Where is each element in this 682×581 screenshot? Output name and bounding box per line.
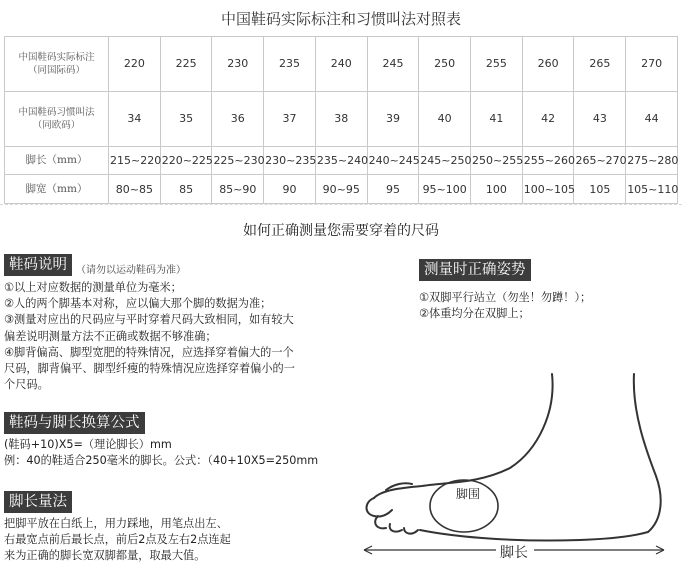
size-cell: 255 bbox=[471, 37, 523, 92]
row-header bbox=[5, 37, 109, 92]
row-header-line: （同欧码） bbox=[32, 119, 81, 131]
size-cell: 255~260 bbox=[522, 146, 574, 175]
toe-big bbox=[367, 498, 393, 517]
size-cell: 41 bbox=[471, 91, 523, 146]
size-cell: 95~100 bbox=[419, 175, 471, 204]
size-row bbox=[5, 175, 678, 204]
size-cell: 270 bbox=[626, 37, 678, 92]
toe-fourth bbox=[404, 528, 418, 534]
size-cell: 85 bbox=[160, 175, 212, 204]
foot-length-method-text bbox=[4, 516, 231, 565]
row-header-line: 中国鞋码习惯叫法 bbox=[18, 106, 95, 118]
measure-subtitle: 如何正确测量您需要穿着的尺码 bbox=[243, 223, 439, 239]
formula-text bbox=[4, 437, 318, 469]
posture-tag: 测量时正确姿势 bbox=[419, 259, 531, 281]
size-cell: 100~105 bbox=[522, 175, 574, 204]
size-cell: 235~240 bbox=[315, 146, 367, 175]
section-divider bbox=[0, 204, 682, 205]
size-cell: 105 bbox=[574, 175, 626, 204]
girth-label: 脚围 bbox=[456, 487, 481, 501]
text-line: ④脚背偏高、脚型宽肥的特殊情况，应选择穿着偏大的一个 bbox=[4, 345, 294, 359]
size-cell: 230~235 bbox=[264, 146, 316, 175]
text-line: 尺码，脚背偏平、脚型纤瘦的特殊情况应选择穿着偏小的一 bbox=[4, 362, 295, 376]
size-cell: 265~270 bbox=[574, 146, 626, 175]
row-header-line: 中国鞋码实际标注 bbox=[18, 51, 95, 63]
size-row bbox=[5, 146, 678, 175]
size-cell: 80~85 bbox=[109, 175, 161, 204]
size-chart-table bbox=[4, 36, 678, 204]
text-line: ③测量对应出的尺码应与平时穿着尺码大致相同，如有较大 bbox=[4, 313, 294, 327]
size-cell: 225 bbox=[160, 37, 212, 92]
size-cell: 37 bbox=[264, 91, 316, 146]
foot-length-method-tag: 脚长量法 bbox=[4, 491, 72, 513]
size-cell: 250~255 bbox=[471, 146, 523, 175]
shoe-size-note-tag: 鞋码说明 bbox=[4, 254, 72, 276]
size-cell: 275~280 bbox=[626, 146, 678, 175]
shoe-size-note-text bbox=[4, 280, 295, 393]
length-label: 脚长 bbox=[500, 545, 528, 561]
shoe-size-note-hint: （请勿以运动鞋码为准） bbox=[76, 265, 186, 276]
size-cell: 34 bbox=[109, 91, 161, 146]
text-line: 个尺码。 bbox=[4, 378, 49, 392]
formula-tag: 鞋码与脚长换算公式 bbox=[4, 412, 145, 434]
size-cell: 215~220 bbox=[109, 146, 161, 175]
text-line: 右最宽点前后最长点，前后2点及左右2点连起 bbox=[4, 533, 231, 547]
posture-text bbox=[419, 290, 591, 322]
toe-third bbox=[390, 524, 402, 532]
size-cell: 220 bbox=[109, 37, 161, 92]
size-cell: 225~230 bbox=[212, 146, 264, 175]
size-row bbox=[5, 37, 678, 92]
foot-outline-back bbox=[634, 374, 661, 532]
size-cell: 240~245 bbox=[367, 146, 419, 175]
text-line: 把脚平放在白纸上，用力踩地，用笔点出左、 bbox=[4, 517, 228, 530]
text-line: 偏差说明测量方法不正确或数据不够准确； bbox=[4, 329, 217, 343]
size-cell: 36 bbox=[212, 91, 264, 146]
size-cell: 35 bbox=[160, 91, 212, 146]
size-cell: 240 bbox=[315, 37, 367, 92]
size-cell: 235 bbox=[264, 37, 316, 92]
size-row bbox=[5, 91, 678, 146]
size-cell: 245 bbox=[367, 37, 419, 92]
text-line: ②人的两个脚基本对称，应以偏大那个脚的数据为准； bbox=[4, 297, 272, 311]
size-cell: 90~95 bbox=[315, 175, 367, 204]
text-line: 例：40的鞋适合250毫米的脚长。公式：（40+10X5=250mm bbox=[4, 454, 319, 468]
toe-second bbox=[375, 516, 386, 528]
size-cell: 85~90 bbox=[212, 175, 264, 204]
size-cell: 260 bbox=[522, 37, 574, 92]
row-header-line: 脚长（mm） bbox=[25, 154, 88, 167]
page-title: 中国鞋码实际标注和习惯叫法对照表 bbox=[220, 10, 461, 28]
size-cell: 40 bbox=[419, 91, 471, 146]
text-line: (鞋码+10)X5=（理论脚长）mm bbox=[4, 438, 172, 451]
size-cell: 44 bbox=[626, 91, 678, 146]
size-cell: 90 bbox=[264, 175, 316, 204]
size-cell: 250 bbox=[419, 37, 471, 92]
size-cell: 245~250 bbox=[419, 146, 471, 175]
size-cell: 100 bbox=[471, 175, 523, 204]
size-cell: 95 bbox=[367, 175, 419, 204]
size-cell: 38 bbox=[315, 91, 367, 146]
size-cell: 220~225 bbox=[160, 146, 212, 175]
row-header-line: （同国际码） bbox=[27, 64, 85, 76]
foot-illustration bbox=[360, 372, 676, 572]
size-cell: 42 bbox=[522, 91, 574, 146]
size-cell: 105~110 bbox=[626, 175, 678, 204]
row-header bbox=[5, 91, 109, 146]
text-line: ①双脚平行站立（勿坐！勿蹲！）； bbox=[419, 291, 592, 304]
row-header-line: 脚宽（mm） bbox=[25, 182, 88, 195]
text-line: 来为正确的脚长宽双脚都量，取最大值。 bbox=[4, 549, 206, 563]
row-header bbox=[5, 175, 109, 204]
text-line: ②体重均分在双脚上； bbox=[419, 307, 530, 321]
size-cell: 43 bbox=[574, 91, 626, 146]
size-cell: 230 bbox=[212, 37, 264, 92]
size-cell: 265 bbox=[574, 37, 626, 92]
row-header bbox=[5, 146, 109, 175]
size-cell: 39 bbox=[367, 91, 419, 146]
text-line: ①以上对应数据的测量单位为毫米； bbox=[4, 281, 182, 294]
